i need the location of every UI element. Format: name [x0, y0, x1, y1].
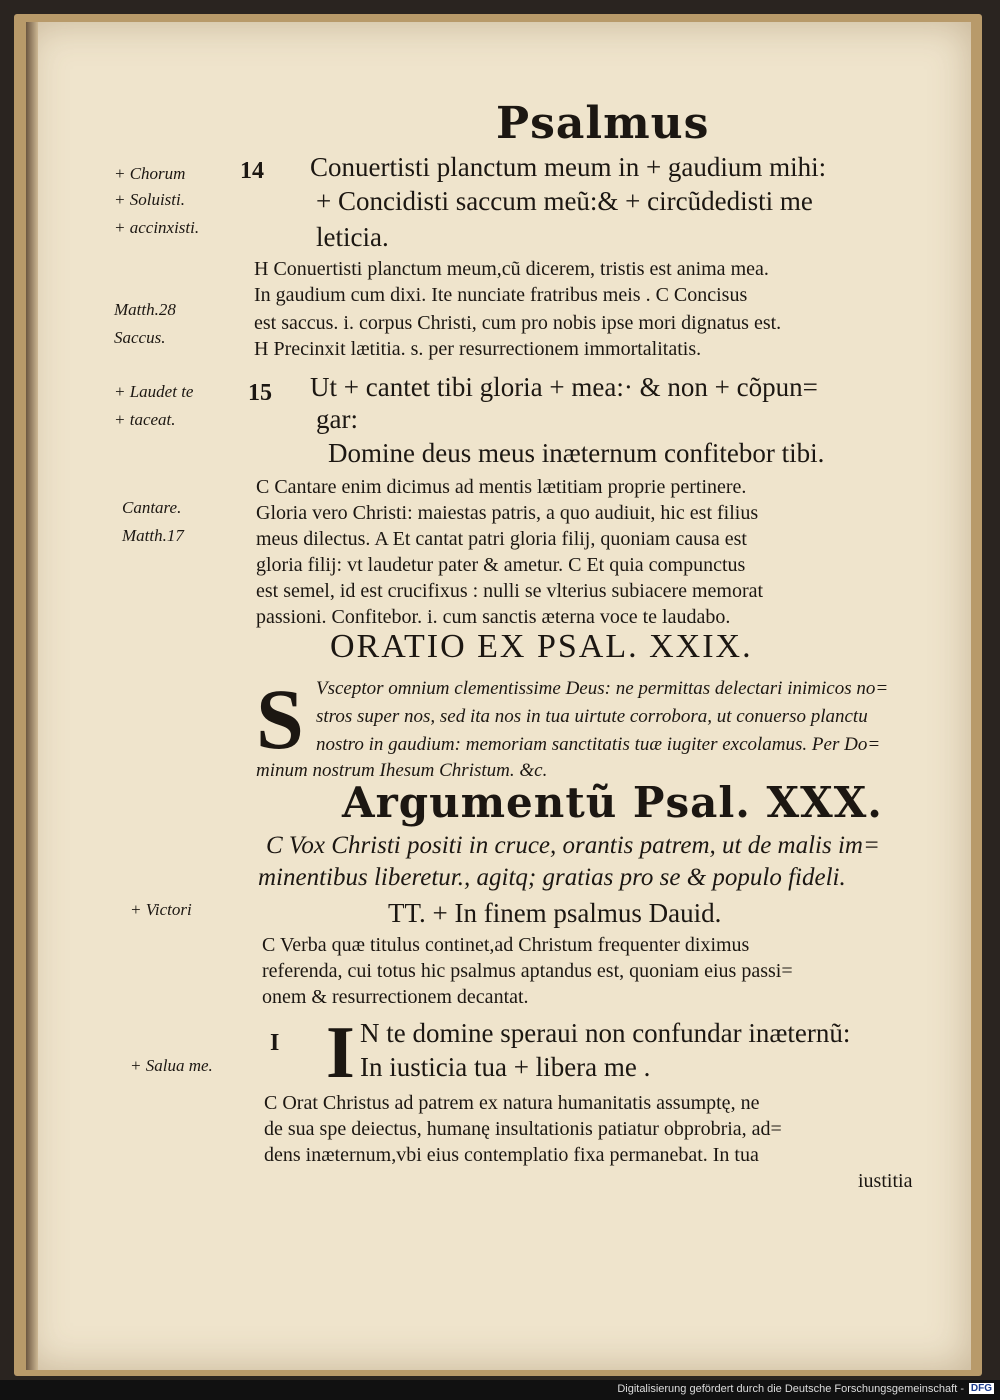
verse-line: Domine deus meus inæternum confitebor tibi. [328, 438, 825, 468]
argument-line: minentibus liberetur., agitq; gratias pro se & populo fideli. [258, 864, 846, 891]
gloss-line: gloria filij: vt laudetur pater & ametur. C Et quia compunctus [256, 554, 746, 576]
verse-number: I [270, 1030, 280, 1056]
verse-line: + Concidisti saccum meũ:& + circũdedisti me [316, 186, 813, 216]
gloss-line: dens inæternum,vbi eius contemplatio fixa permanebat. In tua [264, 1144, 759, 1166]
oratio-line: minum nostrum Ihesum Christum. &c. [256, 760, 548, 781]
margin-note: + taceat. [114, 410, 176, 429]
psalm-title: TT. + In finem psalmus Dauid. [388, 898, 722, 928]
verse-line: Ut + cantet tibi gloria + mea:· & non + cõpun= [310, 372, 818, 402]
margin-note: + Salua me. [130, 1056, 213, 1075]
verse-line: gar: [316, 404, 358, 434]
argument-line: C Vox Christi positi in cruce, orantis patrem, ut de malis im= [266, 832, 880, 859]
gloss-line: Gloria vero Christi: maiestas patris, a quo audiuit, hic est filius [256, 502, 759, 524]
page-spine-shadow [26, 22, 38, 1370]
margin-note: + Chorum [114, 164, 186, 183]
argument-heading: Argumentũ Psal. XXX. [342, 778, 883, 827]
margin-note: + Victori [130, 900, 192, 919]
gloss-line: C Cantare enim dicimus ad mentis lætitiam proprie pertinere. [256, 476, 747, 498]
verse-line: leticia. [316, 222, 389, 252]
verse-number: 14 [240, 158, 264, 184]
gloss-line: In gaudium cum dixi. Ite nunciate fratribus meis . C Concisus [254, 284, 748, 306]
gloss-line: H Conuertisti planctum meum,cũ dicerem, tristis est anima mea. [254, 258, 769, 280]
gloss-line: est saccus. i. corpus Christi, cum pro nobis ipse mori dignatus est. [254, 312, 782, 334]
oratio-heading: ORATIO EX PSAL. XXIX. [330, 628, 753, 665]
gloss-line: meus dilectus. A Et cantat patri gloria filij, quoniam causa est [256, 528, 747, 550]
margin-note: + Laudet te [114, 382, 194, 401]
gloss-line: est semel, id est crucifixus : nulli se vlterius subiacere memorat [256, 580, 764, 602]
gloss-line: C Orat Christus ad patrem ex natura humanitatis assumptę, ne [264, 1092, 760, 1114]
book-page [26, 22, 971, 1370]
margin-note: Matth.17 [122, 526, 184, 545]
gloss-line: H Precinxit lætitia. s. per resurrectionem immortalitatis. [254, 338, 702, 360]
oratio-line: stros super nos, sed ita nos in tua uirtute corrobora, ut conuerso planctu [316, 706, 868, 727]
verse-number: 15 [248, 380, 272, 406]
gloss-line: onem & resurrectionem decantat. [262, 986, 529, 1008]
gloss-line: C Verba quæ titulus continet,ad Christum frequenter diximus [262, 934, 750, 956]
verse-line: Conuertisti planctum meum in + gaudium mihi: [310, 152, 827, 182]
footer-credit: Digitalisierung gefördert durch die Deutsche Forschungsgemeinschaft - [617, 1383, 964, 1395]
margin-note: Matth.28 [114, 300, 176, 319]
drop-cap: S [256, 671, 304, 767]
running-head: Psalmus [496, 98, 710, 149]
gloss-line: passioni. Confitebor. i. cum sanctis æterna voce te laudabo. [256, 606, 731, 628]
gloss-line: de sua spe deiectus, humanę insultationis patiatur obprobria, ad= [264, 1118, 782, 1140]
margin-note: + Soluisti. [114, 190, 185, 209]
catchword: iustitia [858, 1170, 913, 1192]
dfg-logo: DFG [970, 1383, 992, 1394]
verse-line: In iusticia tua + libera me . [360, 1052, 651, 1082]
verse-line: N te domine speraui non confundar inæternũ: [360, 1018, 851, 1048]
drop-cap: I [326, 1012, 355, 1094]
margin-note: Saccus. [114, 328, 166, 347]
gloss-line: referenda, cui totus hic psalmus aptandus est, quoniam eius passi= [262, 960, 793, 982]
oratio-line: Vsceptor omnium clementissime Deus: ne permittas delectari inimicos no= [316, 678, 889, 699]
margin-note: + accinxisti. [114, 218, 200, 237]
footer-bar [0, 1380, 1000, 1400]
margin-note: Cantare. [122, 498, 182, 517]
oratio-line: nostro in gaudium: memoriam sanctitatis tuæ iugiter excolamus. Per Do= [316, 734, 881, 755]
